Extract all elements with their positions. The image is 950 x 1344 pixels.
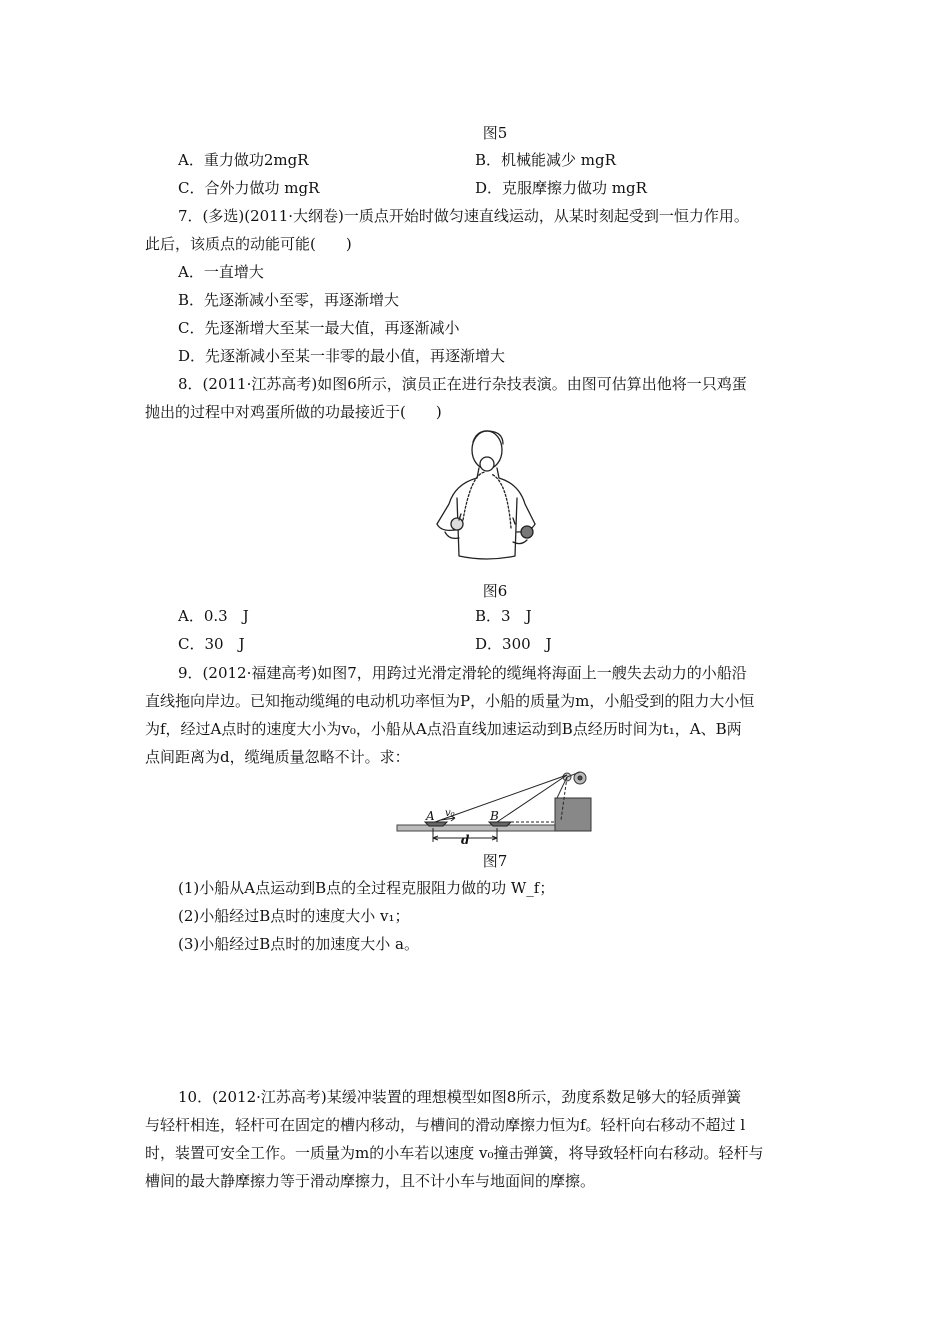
q9-subquestion-1: (1)小船从A点运动到B点的全过程克服阻力做的功 W_f；	[178, 879, 555, 897]
q7-option-c: C．先逐渐增大至某一最大值，再逐渐减小	[178, 319, 460, 337]
q6-option-c: C．合外力做功 mgR	[178, 179, 320, 197]
q8-option-b: B．3 J	[475, 607, 532, 625]
q7-option-d: D．先逐渐减小至某一非零的最小值，再逐渐增大	[178, 347, 506, 365]
q9-subquestion-2: (2)小船经过B点时的速度大小 v₁；	[178, 907, 410, 925]
q8-option-a: A．0.3 J	[178, 607, 249, 625]
q7-stem-line2: 此后，该质点的动能可能( )	[145, 235, 352, 253]
fig6-caption: 图6	[482, 582, 508, 600]
fig6-juggler-illustration	[415, 428, 555, 573]
q9-stem-line4: 点间距离为d，缆绳质量忽略不计。求：	[145, 748, 410, 766]
q10-stem-line2: 与轻杆相连，轻杆可在固定的槽内移动，与槽间的滑动摩擦力恒为f。轻杆向右移动不超过 l	[145, 1116, 746, 1134]
q10-stem-line4: 槽间的最大静摩擦力等于滑动摩擦力，且不计小车与地面间的摩擦。	[145, 1172, 596, 1190]
q6-option-b: B．机械能减少 mgR	[475, 151, 616, 169]
q8-option-d: D．300 J	[475, 635, 552, 653]
fig7-label-a: A	[426, 809, 435, 823]
q8-stem-line2: 抛出的过程中对鸡蛋所做的功最接近于( )	[145, 403, 442, 421]
q9-stem-line2: 直线拖向岸边。已知拖动缆绳的电动机功率恒为P，小船的质量为m，小船受到的阻力大小恒	[145, 692, 755, 710]
fig7-caption: 图7	[482, 852, 508, 870]
fig7-label-v0: v₀	[445, 808, 455, 819]
q9-stem-line3: 为f，经过A点时的速度大小为v₀，小船从A点沿直线加速运动到B点经历时间为t₁，A、B两	[145, 720, 742, 738]
q6-option-d: D．克服摩擦力做功 mgR	[475, 179, 647, 197]
q7-stem-line1: 7．(多选)(2011·大纲卷)一质点开始时做匀速直线运动，从某时刻起受到一恒力作用。	[178, 207, 749, 225]
q10-stem-line3: 时，装置可安全工作。一质量为m的小车若以速度 v₀撞击弹簧，将导致轻杆向右移动。轻杆与	[145, 1144, 764, 1162]
q8-stem-line1: 8．(2011·江苏高考)如图6所示，演员正在进行杂技表演。由图可估算出他将一只鸡蛋	[178, 375, 747, 393]
q8-option-c: C．30 J	[178, 635, 245, 653]
q6-option-a: A．重力做功2mgR	[178, 151, 309, 169]
q9-stem-line1: 9．(2012·福建高考)如图7，用跨过光滑定滑轮的缆绳将海面上一艘失去动力的小船沿	[178, 664, 747, 682]
q7-option-a: A．一直增大	[178, 263, 264, 281]
fig7-label-b: B	[490, 809, 499, 823]
q7-option-b: B．先逐渐减小至零，再逐渐增大	[178, 291, 400, 309]
fig5-caption: 图5	[482, 124, 508, 142]
q10-stem-line1: 10．(2012·江苏高考)某缓冲装置的理想模型如图8所示，劲度系数足够大的轻质弹簧	[178, 1088, 742, 1106]
q9-subquestion-3: (3)小船经过B点时的加速度大小 a。	[178, 935, 419, 953]
fig7-label-d: d	[461, 833, 470, 847]
